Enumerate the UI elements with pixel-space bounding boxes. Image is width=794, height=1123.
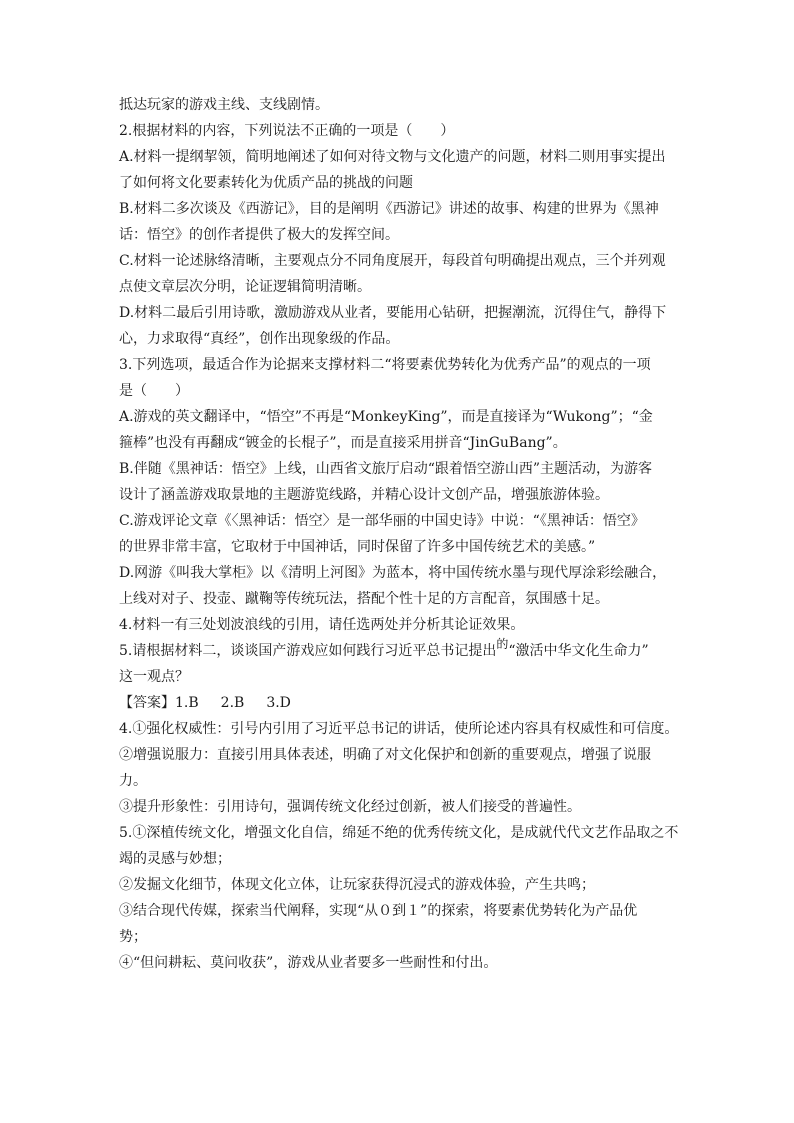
answer-5-point-3-line1: ③结合现代传媒，探索当代阐释，实现“从０到１”的探索，将要素优势转化为产品优 bbox=[119, 903, 638, 919]
option-2a-line2: 了如何将文化要素转化为优质产品的挑战的问题 bbox=[119, 175, 413, 191]
answer-4-point-2-line1: ②增强说服力：直接引用具体表述，明确了对文化保护和创新的重要观点，增强了说服 bbox=[119, 747, 651, 763]
option-2c-line1: C.材料一论述脉络清晰，主要观点分不同角度展开，每段首句明确提出观点，三个并列观 bbox=[119, 253, 666, 269]
answer-key-1: 1.B bbox=[175, 695, 199, 711]
option-3b-line1: B.伴随《黑神话：悟空》上线，山西省文旅厅启动“跟着悟空游山西”主题活动，为游客 bbox=[119, 461, 653, 477]
question-4-stem: 4.材料一有三处划波浪线的引用，请任选两处并分析其论证效果。 bbox=[119, 617, 525, 633]
answer-5-point-3-line2: 势； bbox=[119, 929, 147, 945]
option-3c-line1: C.游戏评论文章《〈黑神话：悟空〉是一部华丽的中国史诗》中说：“《黑神话：悟空》 bbox=[119, 513, 645, 529]
answer-label: 【答案】 bbox=[119, 695, 175, 711]
option-2c-line2: 点使文章层次分明，论证逻辑简明清晰。 bbox=[119, 279, 371, 295]
question-5-stem-line2: 这一观点？ bbox=[119, 669, 189, 685]
option-3d-line1: D.网游《叫我大掌柜》以《清明上河图》为蓝本，将中国传统水墨与现代厚涂彩绘融合， bbox=[119, 565, 667, 581]
answer-5-point-1-line1: 5.①深植传统文化，增强文化自信，绵延不绝的优秀传统文化，是成就代代文艺作品取之不 bbox=[119, 825, 679, 841]
text-line: 抵达玩家的游戏主线、支线剧情。 bbox=[119, 97, 329, 113]
answer-key-2: 2.B bbox=[220, 695, 245, 711]
option-2b-line1: B.材料二多次谈及《西游记》，目的是阐明《西游记》讲述的故事、构建的世界为《黑神 bbox=[119, 201, 659, 217]
question-5-quote: “激活中华文化生命力” bbox=[508, 643, 649, 659]
answer-5-point-2: ②发掘文化细节，体现文化立体，让玩家获得沉浸式的游戏体验，产生共鸣； bbox=[119, 877, 595, 893]
document-page bbox=[119, 92, 689, 976]
question-5-superscript: 的 bbox=[496, 637, 509, 651]
option-3c-line2: 的世界非常丰富，它取材于中国神话，同时保留了许多中国传统艺术的美感。” bbox=[119, 539, 596, 555]
option-3a-line2: 箍棒”也没有再翻成“镀金的长棍子”，而是直接采用拼音“JinGuBang”。 bbox=[119, 435, 567, 451]
question-2-stem: 2.根据材料的内容，下列说法不正确的一项是（ ） bbox=[119, 123, 455, 139]
option-3a-line1: A.游戏的英文翻译中，“悟空”不再是“MonkeyKing”，而是直接译为“Wukong”；“金 bbox=[119, 409, 653, 425]
option-2d-line1: D.材料二最后引用诗歌，激励游戏从业者，要能用心钻研，把握潮流，沉得住气，静得下 bbox=[119, 305, 667, 321]
answer-5-point-4: ④“但问耕耘、莫问收获”，游戏从业者要多一些耐性和付出。 bbox=[119, 955, 498, 971]
question-3-stem-line1: 3.下列选项，最适合作为论据来支撑材料二“将要素优势转化为优秀产品”的观点的一项 bbox=[119, 357, 651, 373]
answer-4-point-3: ③提升形象性：引用诗句，强调传统文化经过创新，被人们接受的普遍性。 bbox=[119, 799, 581, 815]
option-2d-line2: 心，力求取得“真经”，创作出现象级的作品。 bbox=[119, 331, 400, 347]
answer-5-point-1-line2: 竭的灵感与妙想； bbox=[119, 851, 231, 867]
option-3b-line2: 设计了涵盖游戏取景地的主题游览线路，并精心设计文创产品，增强旅游体验。 bbox=[119, 487, 609, 503]
answer-key-3: 3.D bbox=[266, 695, 291, 711]
question-5-text: 5.请根据材料二，谈谈国产游戏应如何践行习近平总书记提出 bbox=[119, 643, 497, 659]
answer-key-line bbox=[119, 690, 689, 716]
option-3d-line2: 上线对对子、投壶、蹴鞠等传统玩法，搭配个性十足的方言配音，氛围感十足。 bbox=[119, 591, 609, 607]
question-5-stem-line1 bbox=[119, 638, 689, 664]
question-3-stem-line2: 是（ ） bbox=[119, 383, 189, 399]
option-2a-line1: A.材料一提纲挈领，简明地阐述了如何对待文物与文化遗产的问题，材料二则用事实提出 bbox=[119, 149, 666, 165]
option-2b-line2: 话：悟空》的创作者提供了极大的发挥空间。 bbox=[119, 227, 399, 243]
answer-4-point-1: 4.①强化权威性：引号内引用了习近平总书记的讲话，使所论述内容具有权威性和可信度。 bbox=[119, 721, 679, 737]
answer-4-point-2-line2: 力。 bbox=[119, 773, 147, 789]
